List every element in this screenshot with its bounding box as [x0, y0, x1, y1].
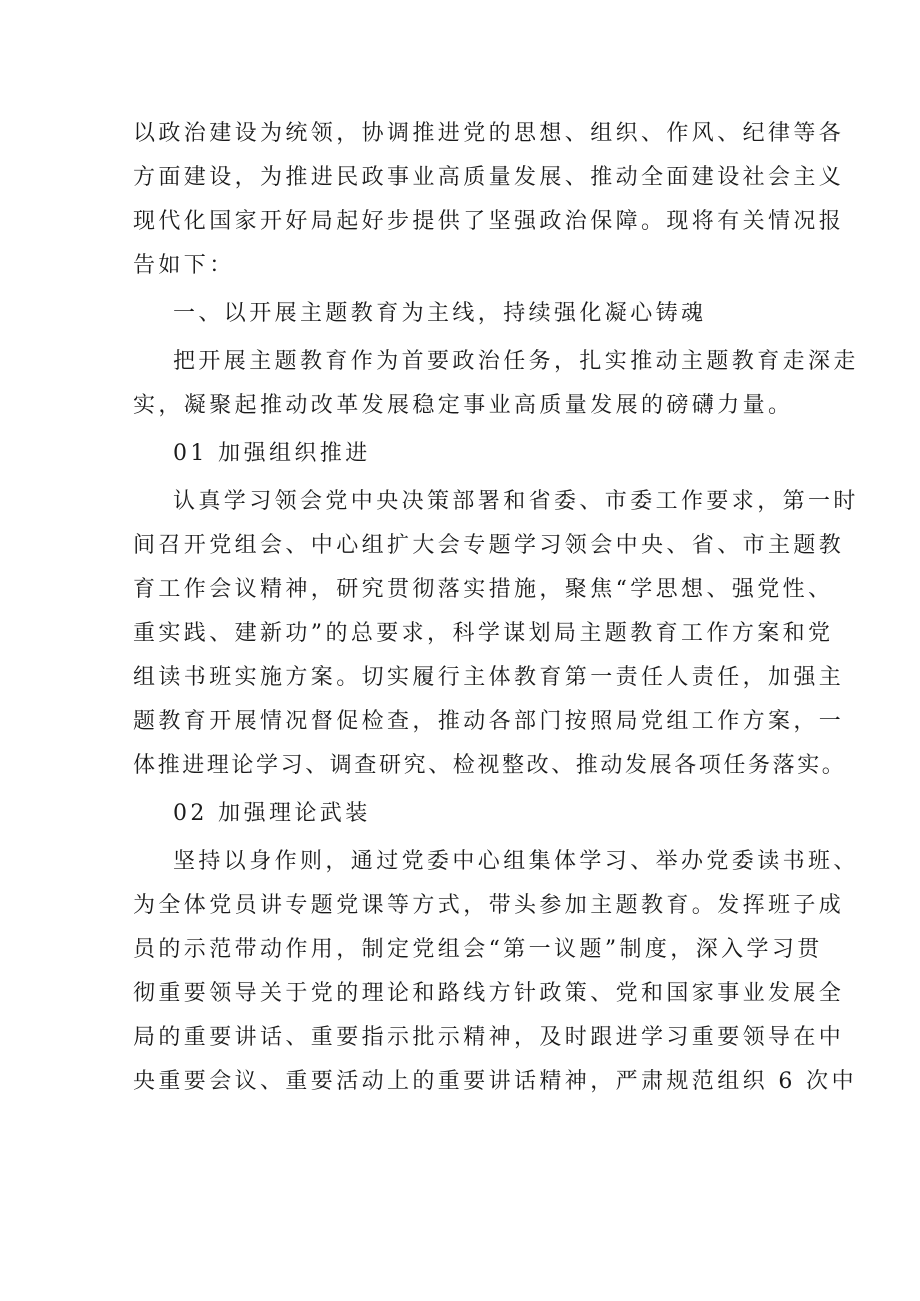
intro-line-2: 方面建设，为推进民政事业高质量发展、推动全面建设社会主义 [133, 165, 845, 190]
subsection-02-heading: 02 加强理论武装 [173, 801, 371, 826]
subsection-02-line-2: 为全体党员讲专题党课等方式，带头参加主题教育。发挥班子成 [133, 893, 845, 918]
subsection-01-line-7: 体推进理论学习、调查研究、检视整改、推动发展各项任务落实。 [133, 753, 847, 778]
subsection-02-line-5: 局的重要讲话、重要指示批示精神，及时跟进学习重要领导在中 [133, 1025, 845, 1050]
intro-line-1: 以政治建设为统领，协调推进党的思想、组织、作风、纪律等各 [133, 121, 845, 146]
subsection-01-line-5: 组读书班实施方案。切实履行主体教育第一责任人责任，加强主 [133, 665, 845, 690]
subsection-01-line-6: 题教育开展情况督促检查，推动各部门按照局党组工作方案，一 [133, 709, 845, 734]
subsection-02-line-3: 员的示范带动作用，制定党组会“第一议题”制度，深入学习贯 [133, 937, 823, 962]
subsection-01-line-3: 育工作会议精神，研究贯彻落实措施，聚焦“学思想、强党性、 [133, 577, 834, 602]
intro-line-4: 告如下： [133, 253, 235, 278]
section-1-paragraph-line-1: 把开展主题教育作为首要政治任务，扎实推动主题教育走深走 [173, 349, 859, 374]
intro-line-3: 现代化国家开好局起好步提供了坚强政治保障。现将有关情况报 [133, 209, 845, 234]
subsection-02-line-4: 彻重要领导关于党的理论和路线方针政策、党和国家事业发展全 [133, 981, 845, 1006]
subsection-01-line-2: 间召开党组会、中心组扩大会专题学习领会中央、省、市主题教 [133, 533, 845, 558]
section-1-paragraph-line-2: 实，凝聚起推动改革发展稳定事业高质量发展的磅礴力量。 [133, 393, 794, 418]
subsection-01-heading: 01 加强组织推进 [173, 441, 371, 466]
section-1-heading: 一、以开展主题教育为主线，持续强化凝心铸魂 [173, 301, 707, 326]
subsection-01-line-4: 重实践、建新功”的总要求，科学谋划局主题教育工作方案和党 [133, 621, 834, 646]
document-page [133, 112, 859, 1104]
subsection-01-line-1: 认真学习领会党中央决策部署和省委、市委工作要求，第一时 [173, 489, 859, 514]
subsection-02-line-1: 坚持以身作则，通过党委中心组集体学习、举办党委读书班、 [173, 849, 859, 874]
subsection-02-line-6: 央重要会议、重要活动上的重要讲话精神，严肃规范组织 6 次中 [133, 1069, 857, 1094]
